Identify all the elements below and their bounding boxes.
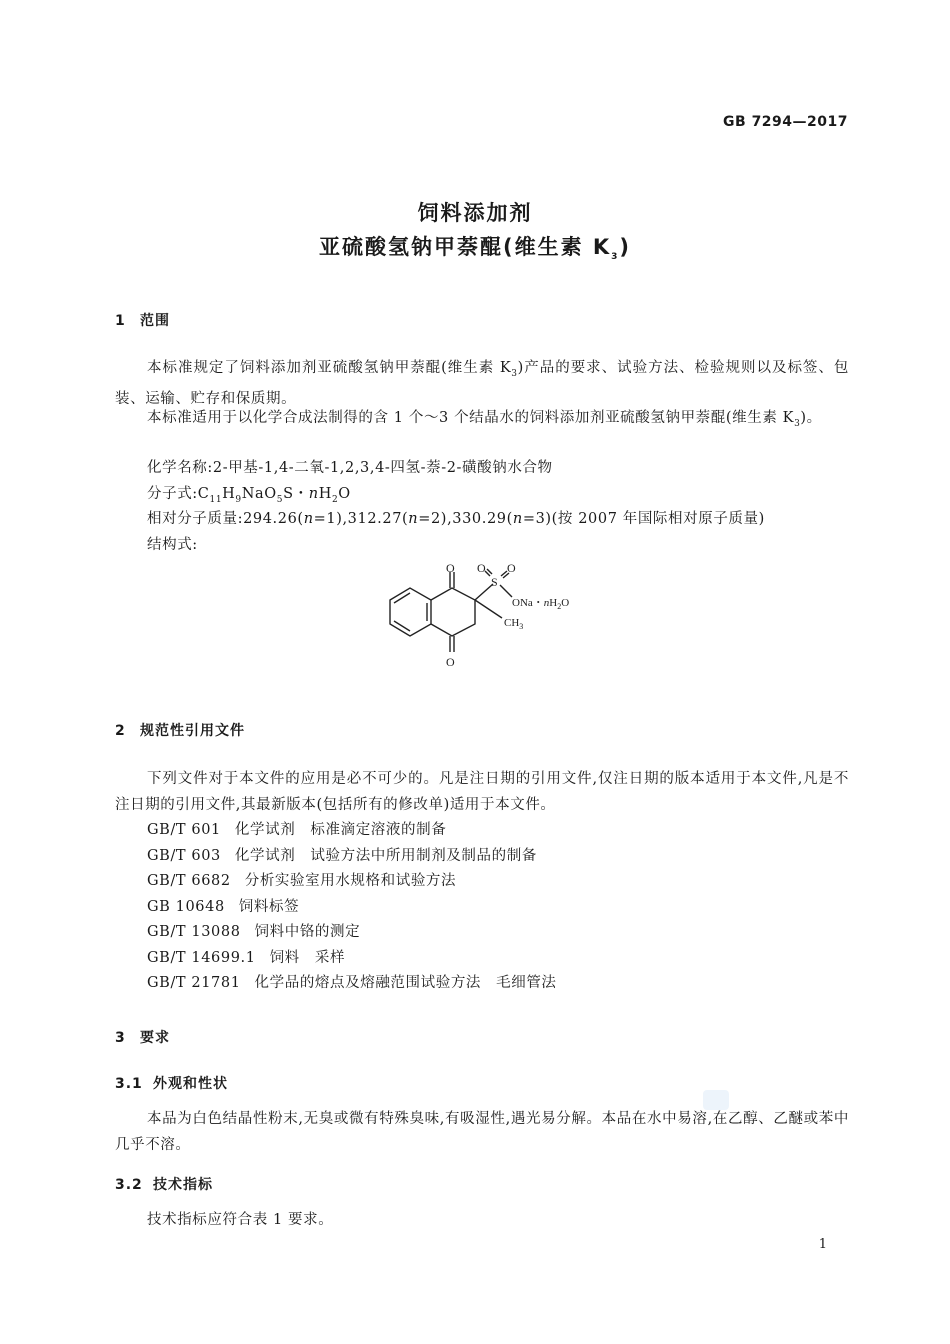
molecular-formula: 分子式$:C_{11}H_9NaO_5S$・$nH_2O$ (147, 486, 351, 505)
structure-atom-o-bottom: O (446, 655, 455, 669)
structure-methyl: $CH_3$ (504, 617, 524, 631)
reference-item: GB 10648 饲料标签 (147, 899, 300, 915)
structure-ona-water: ONa・$nH_2O$ (512, 597, 570, 611)
page-number: 1 (818, 1237, 827, 1252)
section-2-heading: 2 规范性引用文件 (115, 723, 245, 739)
structural-formula (380, 560, 590, 672)
section-1-para-1: 本标准规定了饲料添加剂亚硫酸氢钠甲萘醌(维生素 $K_3$)产品的要求、试验方法、检验规则以及标签、包装、运输、贮存和保质期。 (115, 360, 849, 408)
chemical-name: 化学名称:2-甲基-1,4-二氧-1,2,3,4-四氢-萘-2-磺酸钠水合物 (147, 460, 553, 476)
section-3-2-para: 技术指标应符合表 1 要求。 (147, 1212, 334, 1228)
section-3-1-heading: 3.1 外观和性状 (115, 1076, 228, 1092)
reference-item: GB/T 603 化学试剂 试验方法中所用制剂及制品的制备 (147, 848, 537, 864)
structure-label: 结构式: (147, 537, 198, 553)
standard-number: GB 7294—2017 (723, 114, 848, 130)
structure-atom-o-s1: O (477, 561, 486, 575)
molecular-mass: 相对分子质量:294.26(n=1),312.27(n=2),330.29(n=3)(按 2007 年国际相对原子质量) (147, 511, 765, 527)
reference-item: GB/T 13088 饲料中铬的测定 (147, 924, 361, 940)
section-2-para: 下列文件对于本文件的应用是必不可少的。凡是注日期的引用文件,仅注日期的版本适用于本文件,凡是不注日期的引用文件,其最新版本(包括所有的修改单)适用于本文件。 (115, 771, 849, 813)
reference-item: GB/T 6682 分析实验室用水规格和试验方法 (147, 873, 457, 889)
title-line-1: 饲料添加剂 (417, 201, 533, 225)
title-line-2: 亚硫酸氢钠甲萘醌(维生素 $K_3$) (318, 235, 632, 263)
reference-item: GB/T 601 化学试剂 标准滴定溶液的制备 (147, 822, 447, 838)
reference-item: GB/T 21781 化学品的熔点及熔融范围试验方法 毛细管法 (147, 975, 557, 991)
section-3-2-heading: 3.2 技术指标 (115, 1177, 213, 1193)
section-3-1-para: 本品为白色结晶性粉末,无臭或微有特殊臭味,有吸湿性,遇光易分解。本品在水中易溶,在乙醇、乙醚或苯中几乎不溶。 (115, 1111, 849, 1153)
structure-atom-s: S (491, 575, 498, 589)
section-1-para-2: 本标准适用于以化学合成法制得的含 1 个～3 个结晶水的饲料添加剂亚硫酸氢钠甲萘醌(维生素 $K_3$)。 (147, 410, 822, 429)
structure-atom-o-top: O (446, 561, 455, 575)
section-3-heading: 3 要求 (115, 1030, 170, 1046)
reference-item: GB/T 14699.1 饲料 采样 (147, 950, 346, 966)
section-1-heading: 1 范围 (115, 313, 170, 329)
structure-atom-o-s2: O (507, 561, 516, 575)
